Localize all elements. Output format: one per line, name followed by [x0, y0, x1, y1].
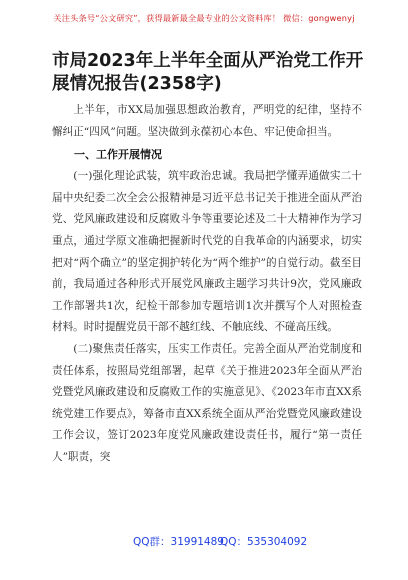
qq-group-link[interactable]: QQ群：31991489 — [133, 536, 224, 548]
footer — [0, 534, 408, 554]
body-paragraph: (一)强化理论武装，筑牢政治忠诚。我局把学懂弄通做实二十届中央纪委二次全会公报精神是习近平总书记关于推进全面从严治党、党风廉政建设和反腐败斗争等重要论述及二十大精神作为学习重点，通过学原文准确把握新时代党的自我革命的内涵要求，切实把对“两个确立”的坚定拥护转化为“两个维护”的自觉行动。截至目前，我局通过各种形式开展党风廉政主题学习共计9次，党风廉政工作部署共1次，纪检干部参加专题培训1次并撰写个人对照检查材料。时时提醒党员干部不越红线、不触底线、不碰高压线。 — [52, 170, 362, 334]
document-title: 市局2023年上半年全面从严治党工作开展情况报告(2358字) — [52, 51, 364, 94]
top-banner: 关注头条号“公文研究”，获得最新最全最专业的公文资料库！ 微信：gongwenyj — [53, 13, 355, 23]
section-heading: 一、工作开展情况 — [74, 148, 162, 162]
document-body — [52, 100, 362, 469]
qq-contact-link[interactable]: QQ：535304092 — [220, 536, 308, 548]
body-paragraph: (二)聚焦责任落实，压实工作责任。完善全面从严治党制度和责任体系，按照局党组部署，起草《关于推进2023年全面从严治党暨党风廉政建设和反腐败工作的实施意见》、《2023年市直XX系统党建工作要点》，筹备市直XX系统全面从严治党暨党风廉政建设工作会议，签订2023年度党风廉政建设责任书，履行“第一责任人”职责，突 — [52, 342, 362, 463]
intro-paragraph: 上半年，市XX局加强思想政治教育，严明党的纪律，坚持不懈纠正“四风”问题。坚决做到永葆初心本色、牢记使命担当。 — [52, 104, 362, 138]
